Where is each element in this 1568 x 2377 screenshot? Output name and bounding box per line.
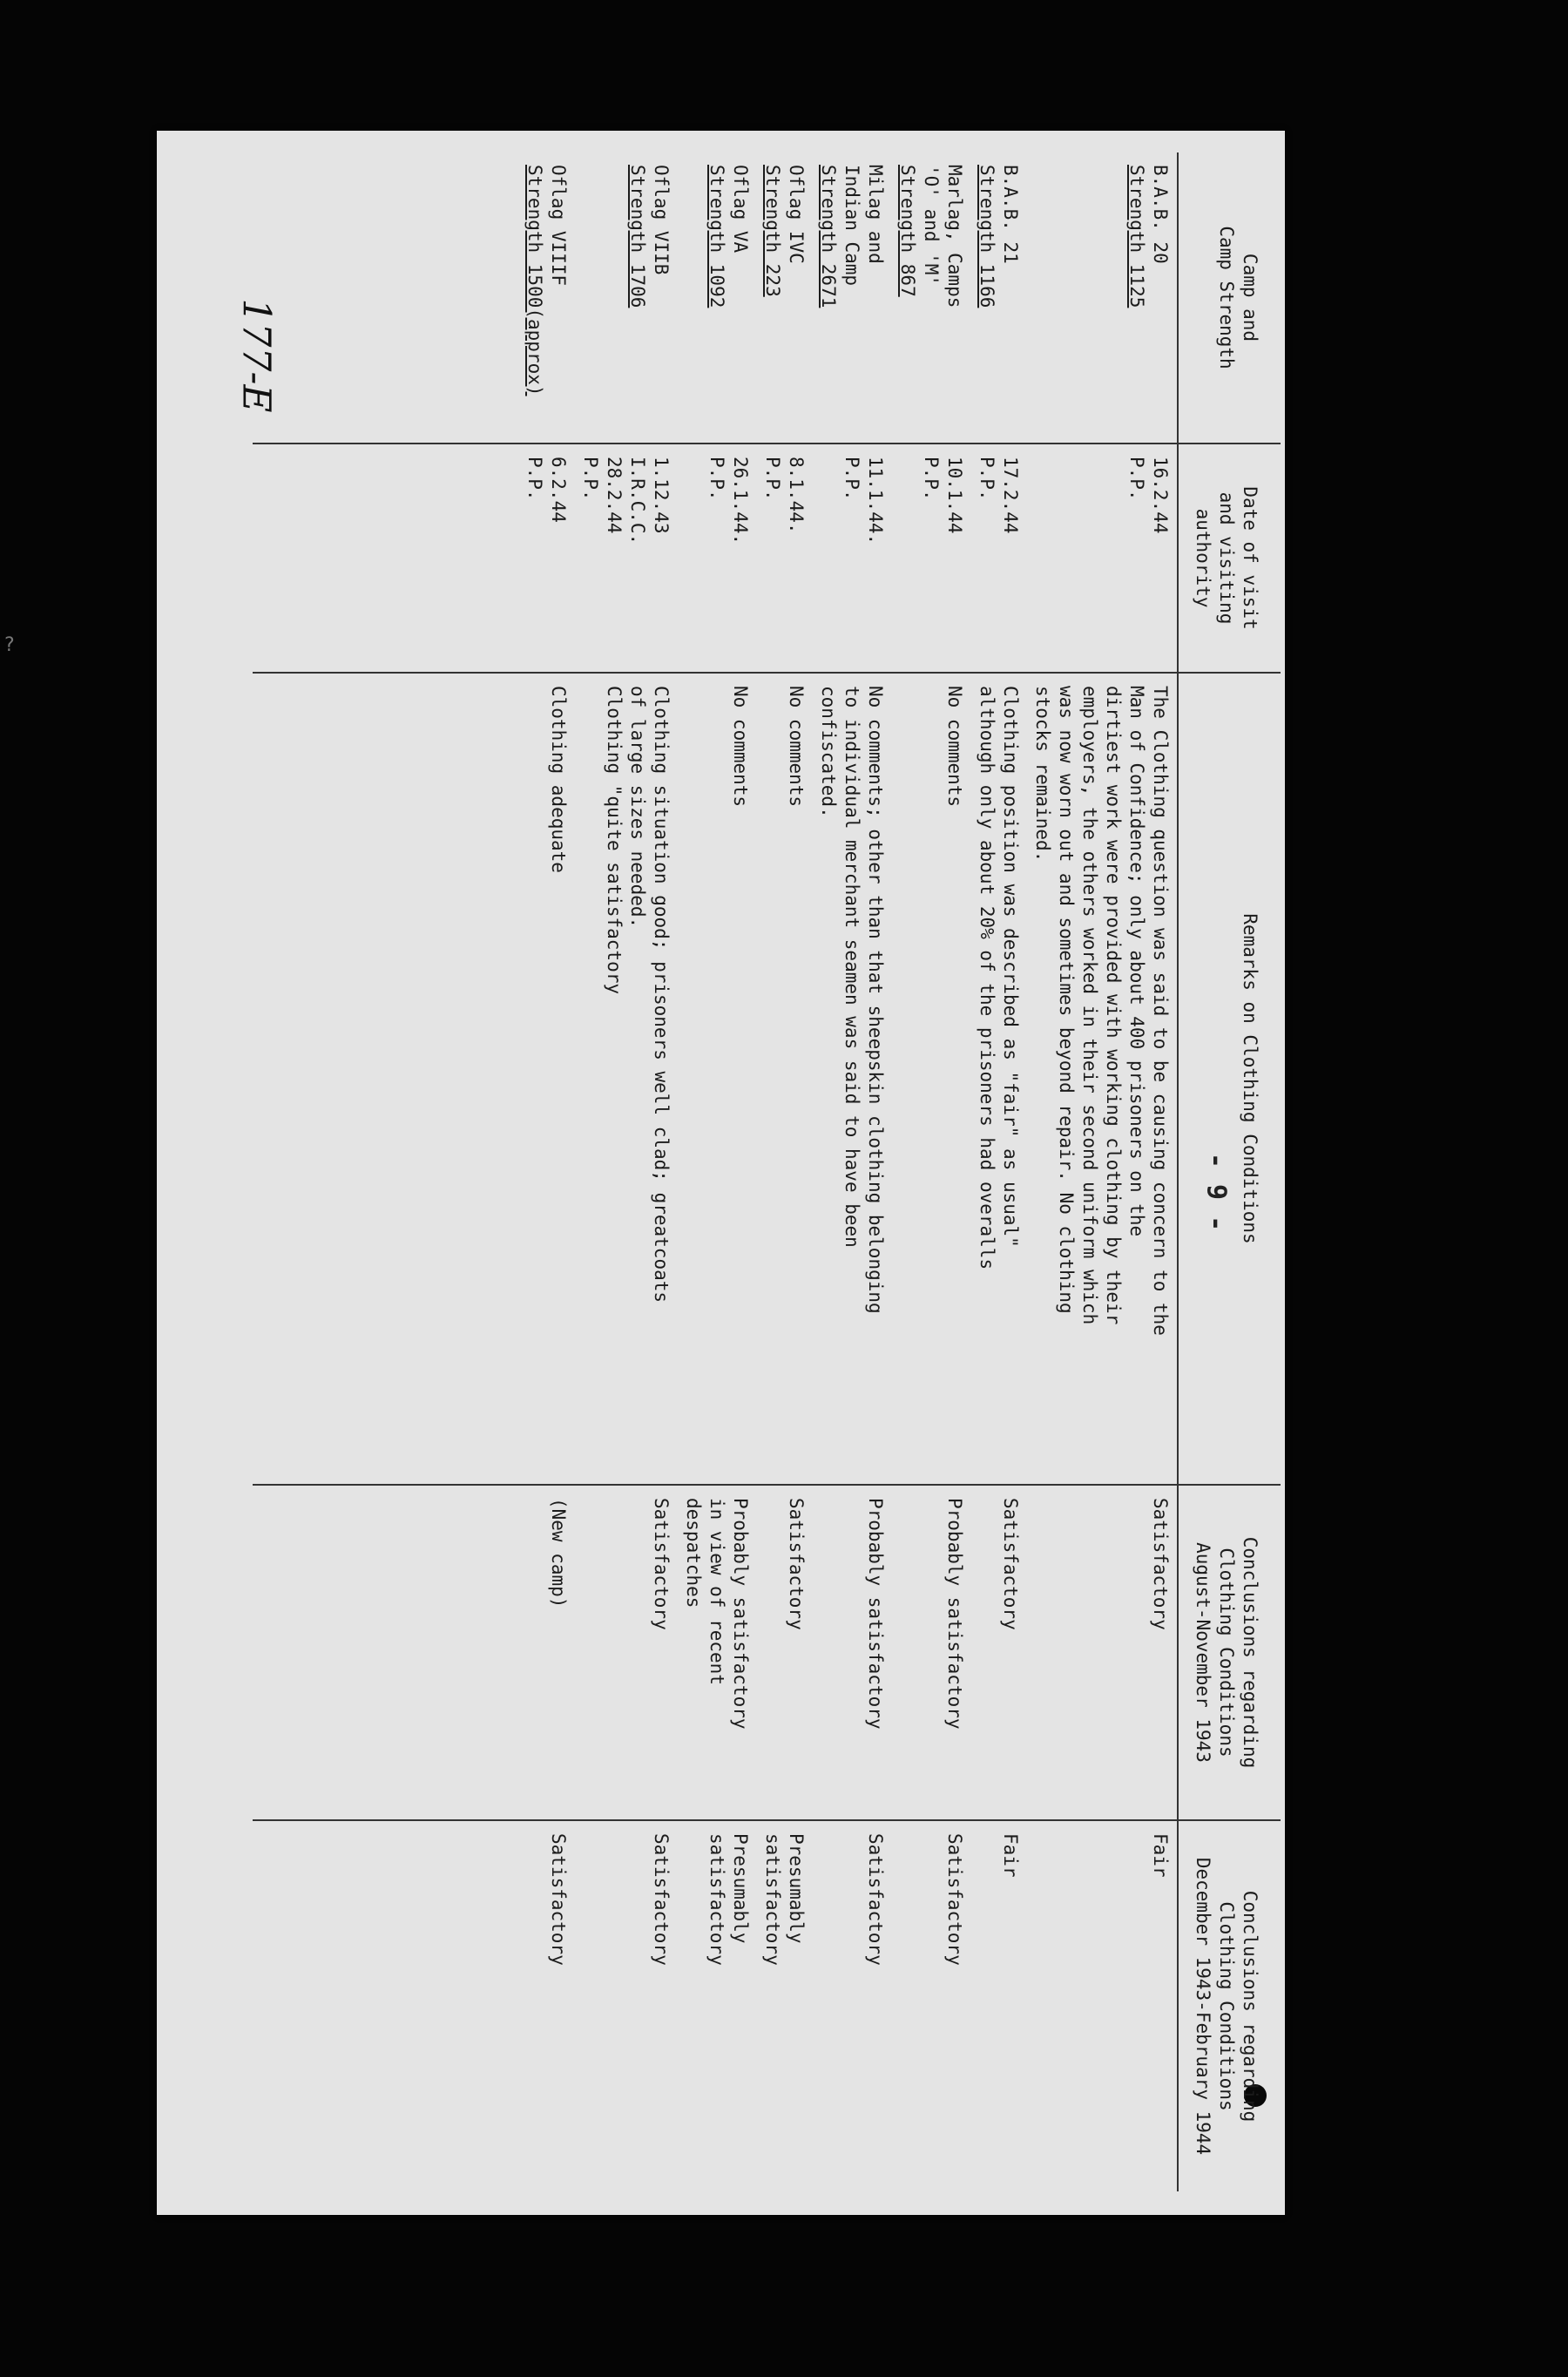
camp-name: Oflag VA xyxy=(730,165,751,254)
conclusion-aug-nov-cell: Probably satisfactory in view of recent despatches xyxy=(678,1485,757,1820)
conclusion-aug-nov-cell: Probably satisfactory xyxy=(813,1485,892,1820)
camp-name: Oflag VIIIF xyxy=(548,165,569,287)
remarks-cell: The Clothing question was said to be causing concern to the Man of Confidence; only about 400 prisoners on the dirtiest work were provided with working clothing by their employers, the others worked in their second uniform which was now worn out and sometimes beyond repair. No clothing stocks remained. xyxy=(1027,673,1178,1485)
page-number: - 9 - xyxy=(1200,1152,1232,1232)
remarks-cell: No comments xyxy=(757,673,813,1485)
conclusion-aug-nov-cell: Probably satisfactory xyxy=(892,1485,971,1820)
visit-date-cell: 11.1.44. P.P. xyxy=(813,444,892,673)
table-row xyxy=(575,152,678,2191)
conclusion-aug-nov-cell: (New camp) xyxy=(519,1485,575,1820)
camp-strength: Strength 2671 xyxy=(818,165,839,308)
camp-cell xyxy=(1027,152,1178,444)
empty-cell xyxy=(253,1820,519,2191)
handwritten-reference-note: 177-E xyxy=(233,298,279,413)
header-visit-date: Date of visit and visiting authority xyxy=(1178,444,1281,673)
remarks-cell: No comments xyxy=(678,673,757,1485)
camp-name: B.A.B. 20 xyxy=(1150,165,1171,264)
visit-date-cell: 10.1.44 P.P. xyxy=(892,444,971,673)
table-header-row xyxy=(1178,152,1281,2191)
remarks-cell: Clothing situation good; prisoners well clad; greatcoats of large sizes needed. Clothing "quite satisfactory xyxy=(575,673,678,1485)
table-row xyxy=(892,152,971,2191)
empty-cell xyxy=(253,444,519,673)
conclusion-dec-feb-cell: Satisfactory xyxy=(575,1820,678,2191)
conclusion-dec-feb-cell: Fair xyxy=(1027,1820,1178,2191)
empty-cell xyxy=(253,1485,519,1820)
clothing-conditions-table xyxy=(253,152,1281,2191)
empty-cell xyxy=(253,673,519,1485)
conclusion-dec-feb-cell: Fair xyxy=(971,1820,1027,2191)
header-conclusions-aug-nov: Conclusions regarding Clothing Conditions August-November 1943 xyxy=(1178,1485,1281,1820)
camp-strength: Strength 1500(approx) xyxy=(524,165,545,396)
conclusion-aug-nov-cell: Satisfactory xyxy=(575,1485,678,1820)
conclusion-dec-feb-cell: Satisfactory xyxy=(519,1820,575,2191)
table-row xyxy=(678,152,757,2191)
header-camp-strength: Camp and Camp Strength xyxy=(1178,152,1281,444)
table-row xyxy=(757,152,813,2191)
remarks-cell: No comments; other than that sheepskin clothing belonging to individual merchant seamen was said to have been confiscated. xyxy=(813,673,892,1485)
conclusion-dec-feb-cell: Satisfactory xyxy=(813,1820,892,2191)
visit-date-cell: 8.1.44. P.P. xyxy=(757,444,813,673)
table-row xyxy=(1027,152,1178,2191)
conclusion-aug-nov-cell: Satisfactory xyxy=(1027,1485,1178,1820)
camp-strength: Strength 867 xyxy=(897,165,918,297)
camp-cell xyxy=(519,152,575,444)
camp-name: Oflag VIIB xyxy=(651,165,672,275)
camp-name: Milag and Indian Camp xyxy=(841,165,886,287)
table-row xyxy=(519,152,575,2191)
camp-cell xyxy=(678,152,757,444)
table-row xyxy=(971,152,1027,2191)
remarks-cell: Clothing position was described as "fair" as usual" although only about 20% of the prisoners had overalls xyxy=(971,673,1027,1485)
visit-date-cell: 1.12.43 I.R.C.C. 28.2.44 P.P. xyxy=(575,444,678,673)
visit-date-cell: 26.1.44. P.P. xyxy=(678,444,757,673)
camp-name: Oflag IVC xyxy=(786,165,807,264)
conclusion-dec-feb-cell: Presumably satisfactory xyxy=(757,1820,813,2191)
conclusion-aug-nov-cell: Satisfactory xyxy=(971,1485,1027,1820)
camp-cell xyxy=(757,152,813,444)
camp-cell xyxy=(892,152,971,444)
camp-strength: Strength 223 xyxy=(762,165,783,297)
camp-cell xyxy=(971,152,1027,444)
table-filler-row xyxy=(253,152,519,2191)
table-row xyxy=(813,152,892,2191)
clothing-conditions-table-container xyxy=(253,152,1281,2191)
visit-date-cell: 17.2.44 P.P. xyxy=(971,444,1027,673)
camp-cell xyxy=(813,152,892,444)
camp-strength: Strength 1092 xyxy=(706,165,727,308)
visit-date-cell: 6.2.44 P.P. xyxy=(519,444,575,673)
scan-artifact: ? xyxy=(3,634,16,656)
camp-strength: Strength 1125 xyxy=(1126,165,1147,308)
remarks-cell: No comments xyxy=(892,673,971,1485)
camp-cell xyxy=(575,152,678,444)
conclusion-dec-feb-cell: Presumably satisfactory xyxy=(678,1820,757,2191)
camp-strength: Strength 1706 xyxy=(627,165,648,308)
header-remarks: Remarks on Clothing Conditions xyxy=(1178,673,1281,1485)
conclusion-dec-feb-cell: Satisfactory xyxy=(892,1820,971,2191)
camp-name: B.A.B. 21 xyxy=(1000,165,1021,264)
empty-cell xyxy=(253,152,519,444)
visit-date-cell: 16.2.44 P.P. xyxy=(1027,444,1178,673)
camp-strength: Strength 1166 xyxy=(977,165,997,308)
camp-name: Marlag, Camps 'O' and 'M' xyxy=(921,165,965,308)
header-conclusions-dec-feb: Conclusions regarding Clothing Conditions December 1943-February 1944 xyxy=(1178,1820,1281,2191)
remarks-cell: Clothing adequate xyxy=(519,673,575,1485)
conclusion-aug-nov-cell: Satisfactory xyxy=(757,1485,813,1820)
